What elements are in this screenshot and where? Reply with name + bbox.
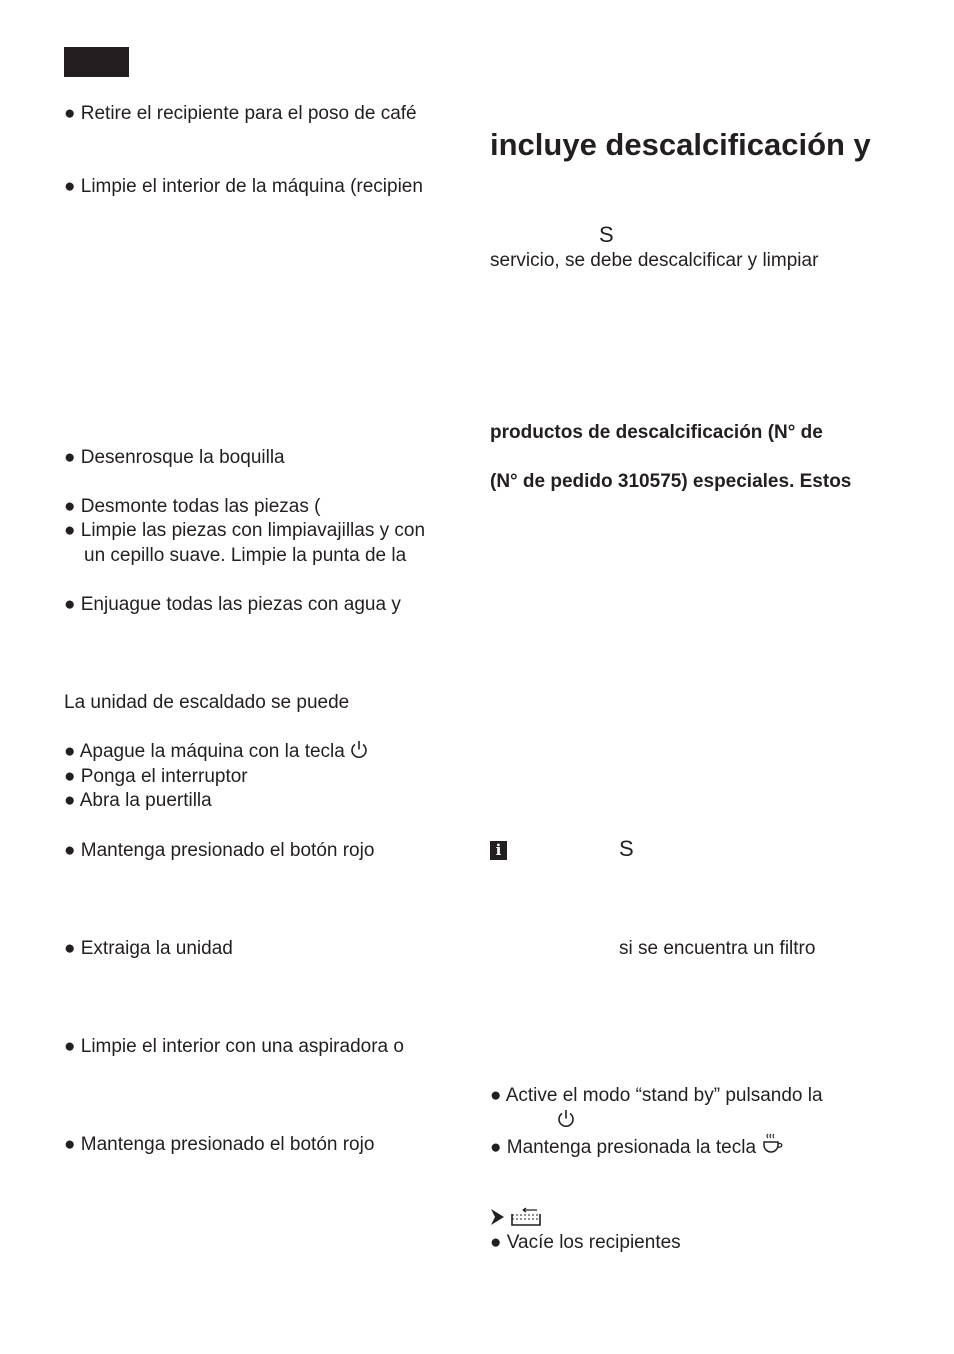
bullet-limpie-interior: ● Limpie el interior de la máquina (recipien: [64, 176, 423, 197]
bullet-desmonte: ● Desmonte todas las piezas (: [64, 496, 321, 517]
info-icon: i: [490, 841, 507, 860]
paragraph-filtro: si se encuentra un filtro: [619, 938, 816, 959]
bullet-apague-text: ● Apague la máquina con la tecla: [64, 741, 345, 762]
power-icon: [350, 740, 368, 759]
bullet-active: ● Active el modo “stand by” pulsando la: [490, 1085, 823, 1106]
display-letter-s: S: [599, 222, 614, 247]
bullet-vacie: ● Vacíe los recipientes: [490, 1232, 681, 1253]
power-icon-line: [557, 1109, 575, 1131]
bullet-mantenga-2: ● Mantenga presionado el botón rojo: [64, 1134, 375, 1155]
tray-icon: [510, 1207, 542, 1227]
arrow-right-icon: [490, 1208, 506, 1226]
paragraph-unidad-escaldado: La unidad de escaldado se puede: [64, 692, 350, 713]
display-letter-s-2: S: [619, 836, 634, 861]
bullet-mantenga-1: ● Mantenga presionado el botón rojo: [64, 840, 375, 861]
power-icon: [557, 1109, 575, 1128]
bullet-limpie-aspiradora: ● Limpie el interior con una aspiradora o: [64, 1036, 404, 1057]
language-tab: [64, 47, 129, 77]
bold-pedido: (N° de pedido 310575) especiales. Estos: [490, 471, 852, 492]
bullet-limpie-piezas: ● Limpie las piezas con limpiavajillas y con: [64, 520, 426, 541]
bullet-mantenga-tecla: [490, 1133, 783, 1160]
paragraph-servicio: servicio, se debe descalcificar y limpiar: [490, 250, 819, 271]
bullet-mantenga-tecla-text: ● Mantenga presionada la tecla: [490, 1137, 757, 1158]
steam-cup-icon: [761, 1133, 783, 1155]
section-heading: incluye descalcificación y: [490, 127, 871, 162]
bullet-limpie-piezas-cont: un cepillo suave. Limpie la punta de la: [84, 545, 407, 566]
bullet-apague: [64, 740, 368, 764]
display-symbols: [490, 1207, 542, 1231]
bullet-retire: ● Retire el recipiente para el poso de café: [64, 103, 417, 124]
bullet-desenrosque: ● Desenrosque la boquilla: [64, 447, 285, 468]
bullet-extraiga: ● Extraiga la unidad: [64, 938, 233, 959]
bold-productos: productos de descalcificación (N° de: [490, 422, 823, 443]
bullet-abra: ● Abra la puertilla: [64, 790, 212, 811]
bullet-ponga: ● Ponga el interruptor: [64, 766, 248, 787]
bullet-enjuague: ● Enjuague todas las piezas con agua y: [64, 594, 401, 615]
